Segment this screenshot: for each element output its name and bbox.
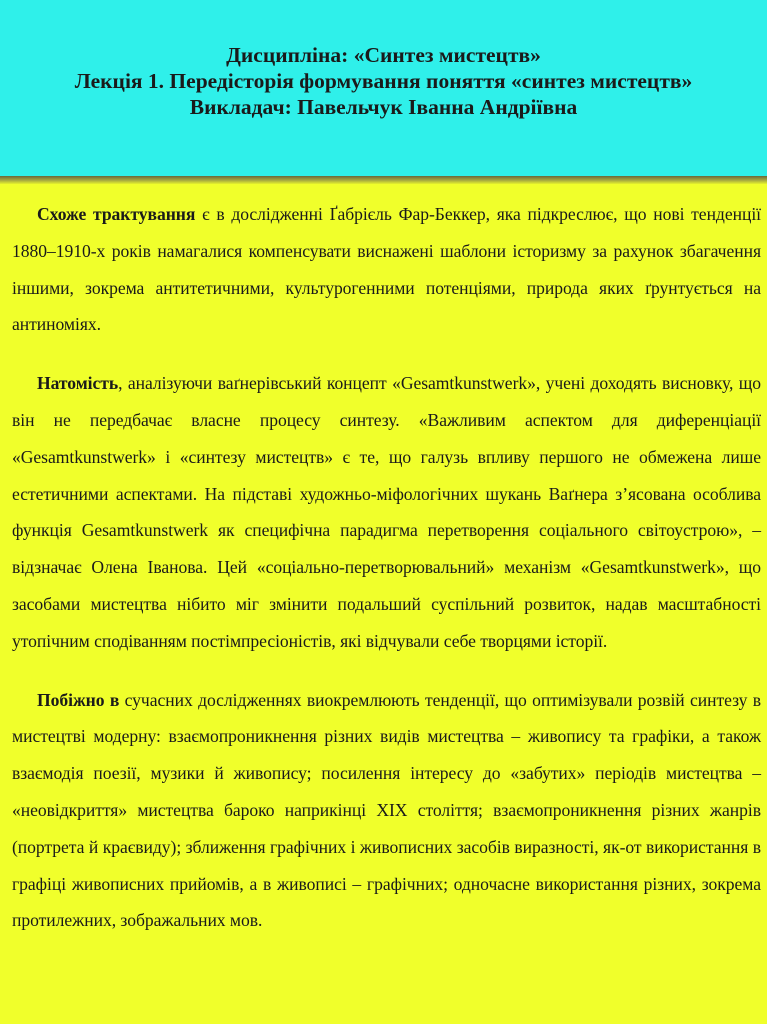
paragraph-2 xyxy=(12,365,761,659)
paragraph-2-lead: Натомість xyxy=(37,373,119,394)
paragraph-3-lead: Побіжно в xyxy=(37,689,120,710)
paragraph-3-text: сучасних дослідженнях виокремлюють тенденції, що оптимізували розвій синтезу в мистецтві модерну: взаємопроникнення різних видів мистецтва – живопису та графіки, а також взаємодія поезії, музики й живопису; посилення інтересу до «забутих» періодів мистецтва – «неовідкриття» мистецтва бароко наприкінці XIX століття; взаємопроникнення різних жанрів (портрета й краєвиду); зближення графічних і живописних засобів виразності, як-от використання в графіці живописних прийомів, а в живописі – графічних; одночасне використання різних, зокрема протилежних, зображальних мов. xyxy=(12,689,761,931)
paragraph-2-text: , аналізуючи ваґнерівський концепт «Gesamtkunstwerk», учені доходять висновку, що він не передбачає власне процесу синтезу. «Важливим аспектом для диференціації «Gesamtkunstwerk» і «синтезу мистецтв» є те, що галузь впливу першого не обмежена лише естетичними аспектами. На підставі художньо-міфологічних шукань Ваґнера з’ясована особлива функція Gesamtkunstwerk як специфічна парадигма перетворення соціального світоустрою», – відзначає Олена Іванова. Цей «соціально-перетворювальний» механізм «Gesamtkunstwerk», що засобами мистецтва нібито міг змінити подальший суспільний розвиток, надав масштабності утопічним сподіванням постімпресіоністів, які відчували себе творцями історії. xyxy=(12,373,761,651)
paragraph-1 xyxy=(12,196,761,343)
discipline-title: Дисципліна: «Синтез мистецтв» xyxy=(226,43,541,67)
paragraph-1-text: є в дослідженні Ґабрієль Фар-Беккер, яка підкреслює, що нові тенденції 1880–1910-х років намагалися компенсувати виснажені шаблони історизму за рахунок збагачення іншими, зокрема антитетичними, культурогенними потенціями, природа яких ґрунтується на антиноміях. xyxy=(12,204,761,335)
lecture-title: Лекція 1. Передісторія формування поняття «синтез мистецтв» xyxy=(74,69,693,93)
slide-title-banner xyxy=(0,0,767,176)
lecturer-name: Викладач: Павельчук Іванна Андріївна xyxy=(189,95,578,119)
slide-body xyxy=(12,196,761,961)
paragraph-1-lead: Схоже трактування xyxy=(37,204,196,224)
paragraph-3 xyxy=(12,682,761,940)
header-divider xyxy=(0,176,767,184)
